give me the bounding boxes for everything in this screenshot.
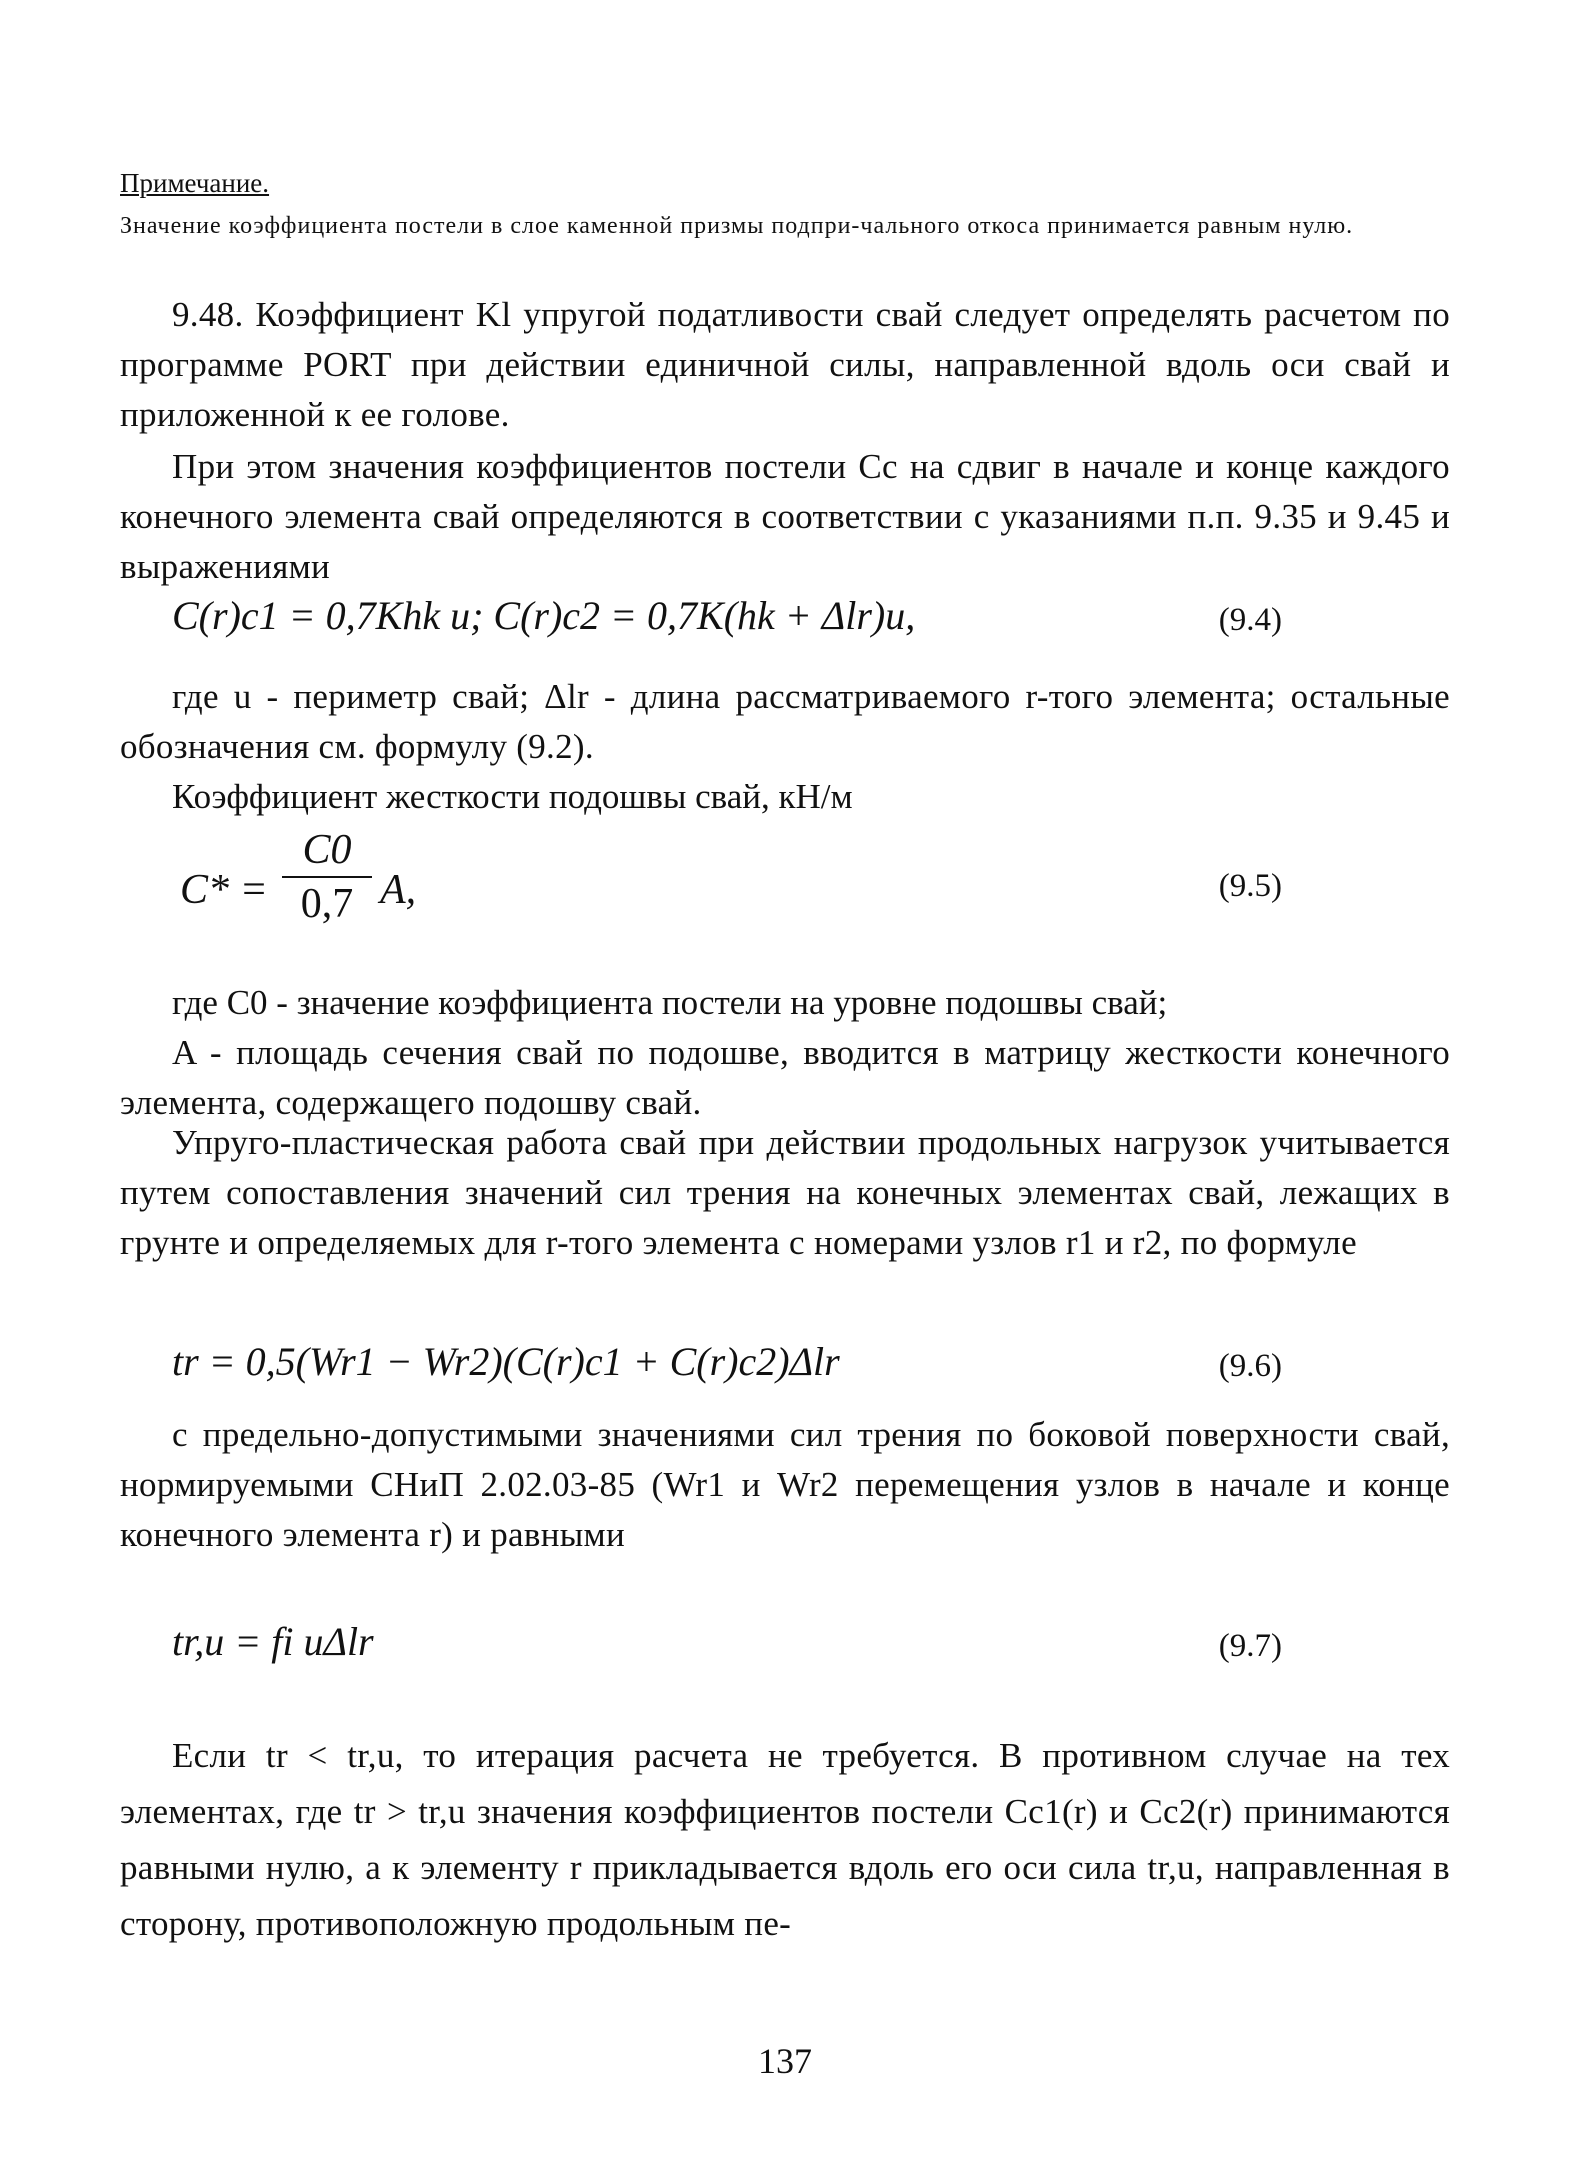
formula-9-5-lhs: C* = bbox=[180, 867, 268, 913]
paragraph-gde-1: где u - периметр свай; Δlr - длина рассматриваемого r-того элемента; остальные обозначения см. формулу (9.2). bbox=[120, 677, 1450, 766]
page-number: 137 bbox=[758, 2041, 812, 2081]
formula-9-4-number: (9.4) bbox=[1218, 602, 1282, 638]
formula-9-5-rhs: A, bbox=[380, 867, 417, 913]
paragraph-9-48: 9.48. Коэффициент Kl упругой податливости свай следует определять расчетом по программе PORT при действии единичной силы, направленной вдоль оси свай и приложенной к ее голове. bbox=[120, 295, 1450, 434]
paragraph-pri-etom: При этом значения коэффициентов постели Cc на сдвиг в начале и конце каждого конечного элемента свай определяются в соответствии с указаниями п.п. 9.35 и 9.45 и выражениями bbox=[120, 447, 1450, 586]
paragraph-gde-2b: A - площадь сечения свай по подошве, вводится в матрицу жесткости конечного элемента, содержащего подошву свай. bbox=[120, 1033, 1450, 1122]
formula-9-5-fraction bbox=[282, 826, 372, 928]
paragraph-koef-zhestkosti: Коэффициент жесткости подошвы свай, кН/м bbox=[172, 777, 853, 816]
paragraph-gde-2a: где C0 - значение коэффициента постели на уровне подошвы свай; bbox=[172, 983, 1168, 1022]
formula-9-6-body: tr = 0,5(Wr1 − Wr2)(C(r)c1 + C(r)c2)Δlr bbox=[172, 1339, 840, 1384]
formula-9-6 bbox=[172, 1338, 1282, 1412]
paragraph-s-predelno: с предельно-допустимыми значениями сил трения по боковой поверхности свай, нормируемыми СНиП 2.02.03-85 (Wr1 и Wr2 перемещения узлов в начале и конце конечного элемента r) и равными bbox=[120, 1415, 1450, 1554]
formula-9-7-number: (9.7) bbox=[1218, 1628, 1282, 1664]
formula-9-5-denominator: 0,7 bbox=[300, 881, 354, 927]
formula-9-5-number: (9.5) bbox=[1218, 868, 1282, 904]
formula-9-5-numerator: C0 bbox=[282, 826, 372, 878]
formula-9-4-body: C(r)c1 = 0,7Khk u; C(r)c2 = 0,7K(hk + Δlr)u, bbox=[172, 593, 916, 638]
formula-9-5 bbox=[172, 826, 1282, 966]
note-text: Значение коэффициента постели в слое каменной призмы подпри-чального откоса принимается равным нулю. bbox=[120, 213, 1354, 239]
paragraph-esli: Если tr < tr,u, то итерация расчета не требуется. В противном случае на тех элементах, где tr > tr,u значения коэффициентов постели Cc1(r) и Cc2(r) принимаются равными нулю, а к элементу r прикладывается вдоль его оси сила tr,u, направленная в сторону, противоположную продольным пе- bbox=[120, 1736, 1450, 1943]
formula-9-4 bbox=[172, 592, 1282, 666]
formula-9-6-number: (9.6) bbox=[1218, 1348, 1282, 1384]
note-title: Примечание. bbox=[120, 168, 270, 198]
formula-9-7 bbox=[172, 1618, 1282, 1692]
formula-9-7-body: tr,u = fi uΔlr bbox=[172, 1619, 374, 1664]
paragraph-uprugo-plasticheskaya: Упруго-пластическая работа свай при действии продольных нагрузок учитывается путем сопоставления значений сил трения на конечных элементах свай, лежащих в грунте и определяемых для r-того элемента с номерами узлов r1 и r2, по формуле bbox=[120, 1123, 1450, 1262]
